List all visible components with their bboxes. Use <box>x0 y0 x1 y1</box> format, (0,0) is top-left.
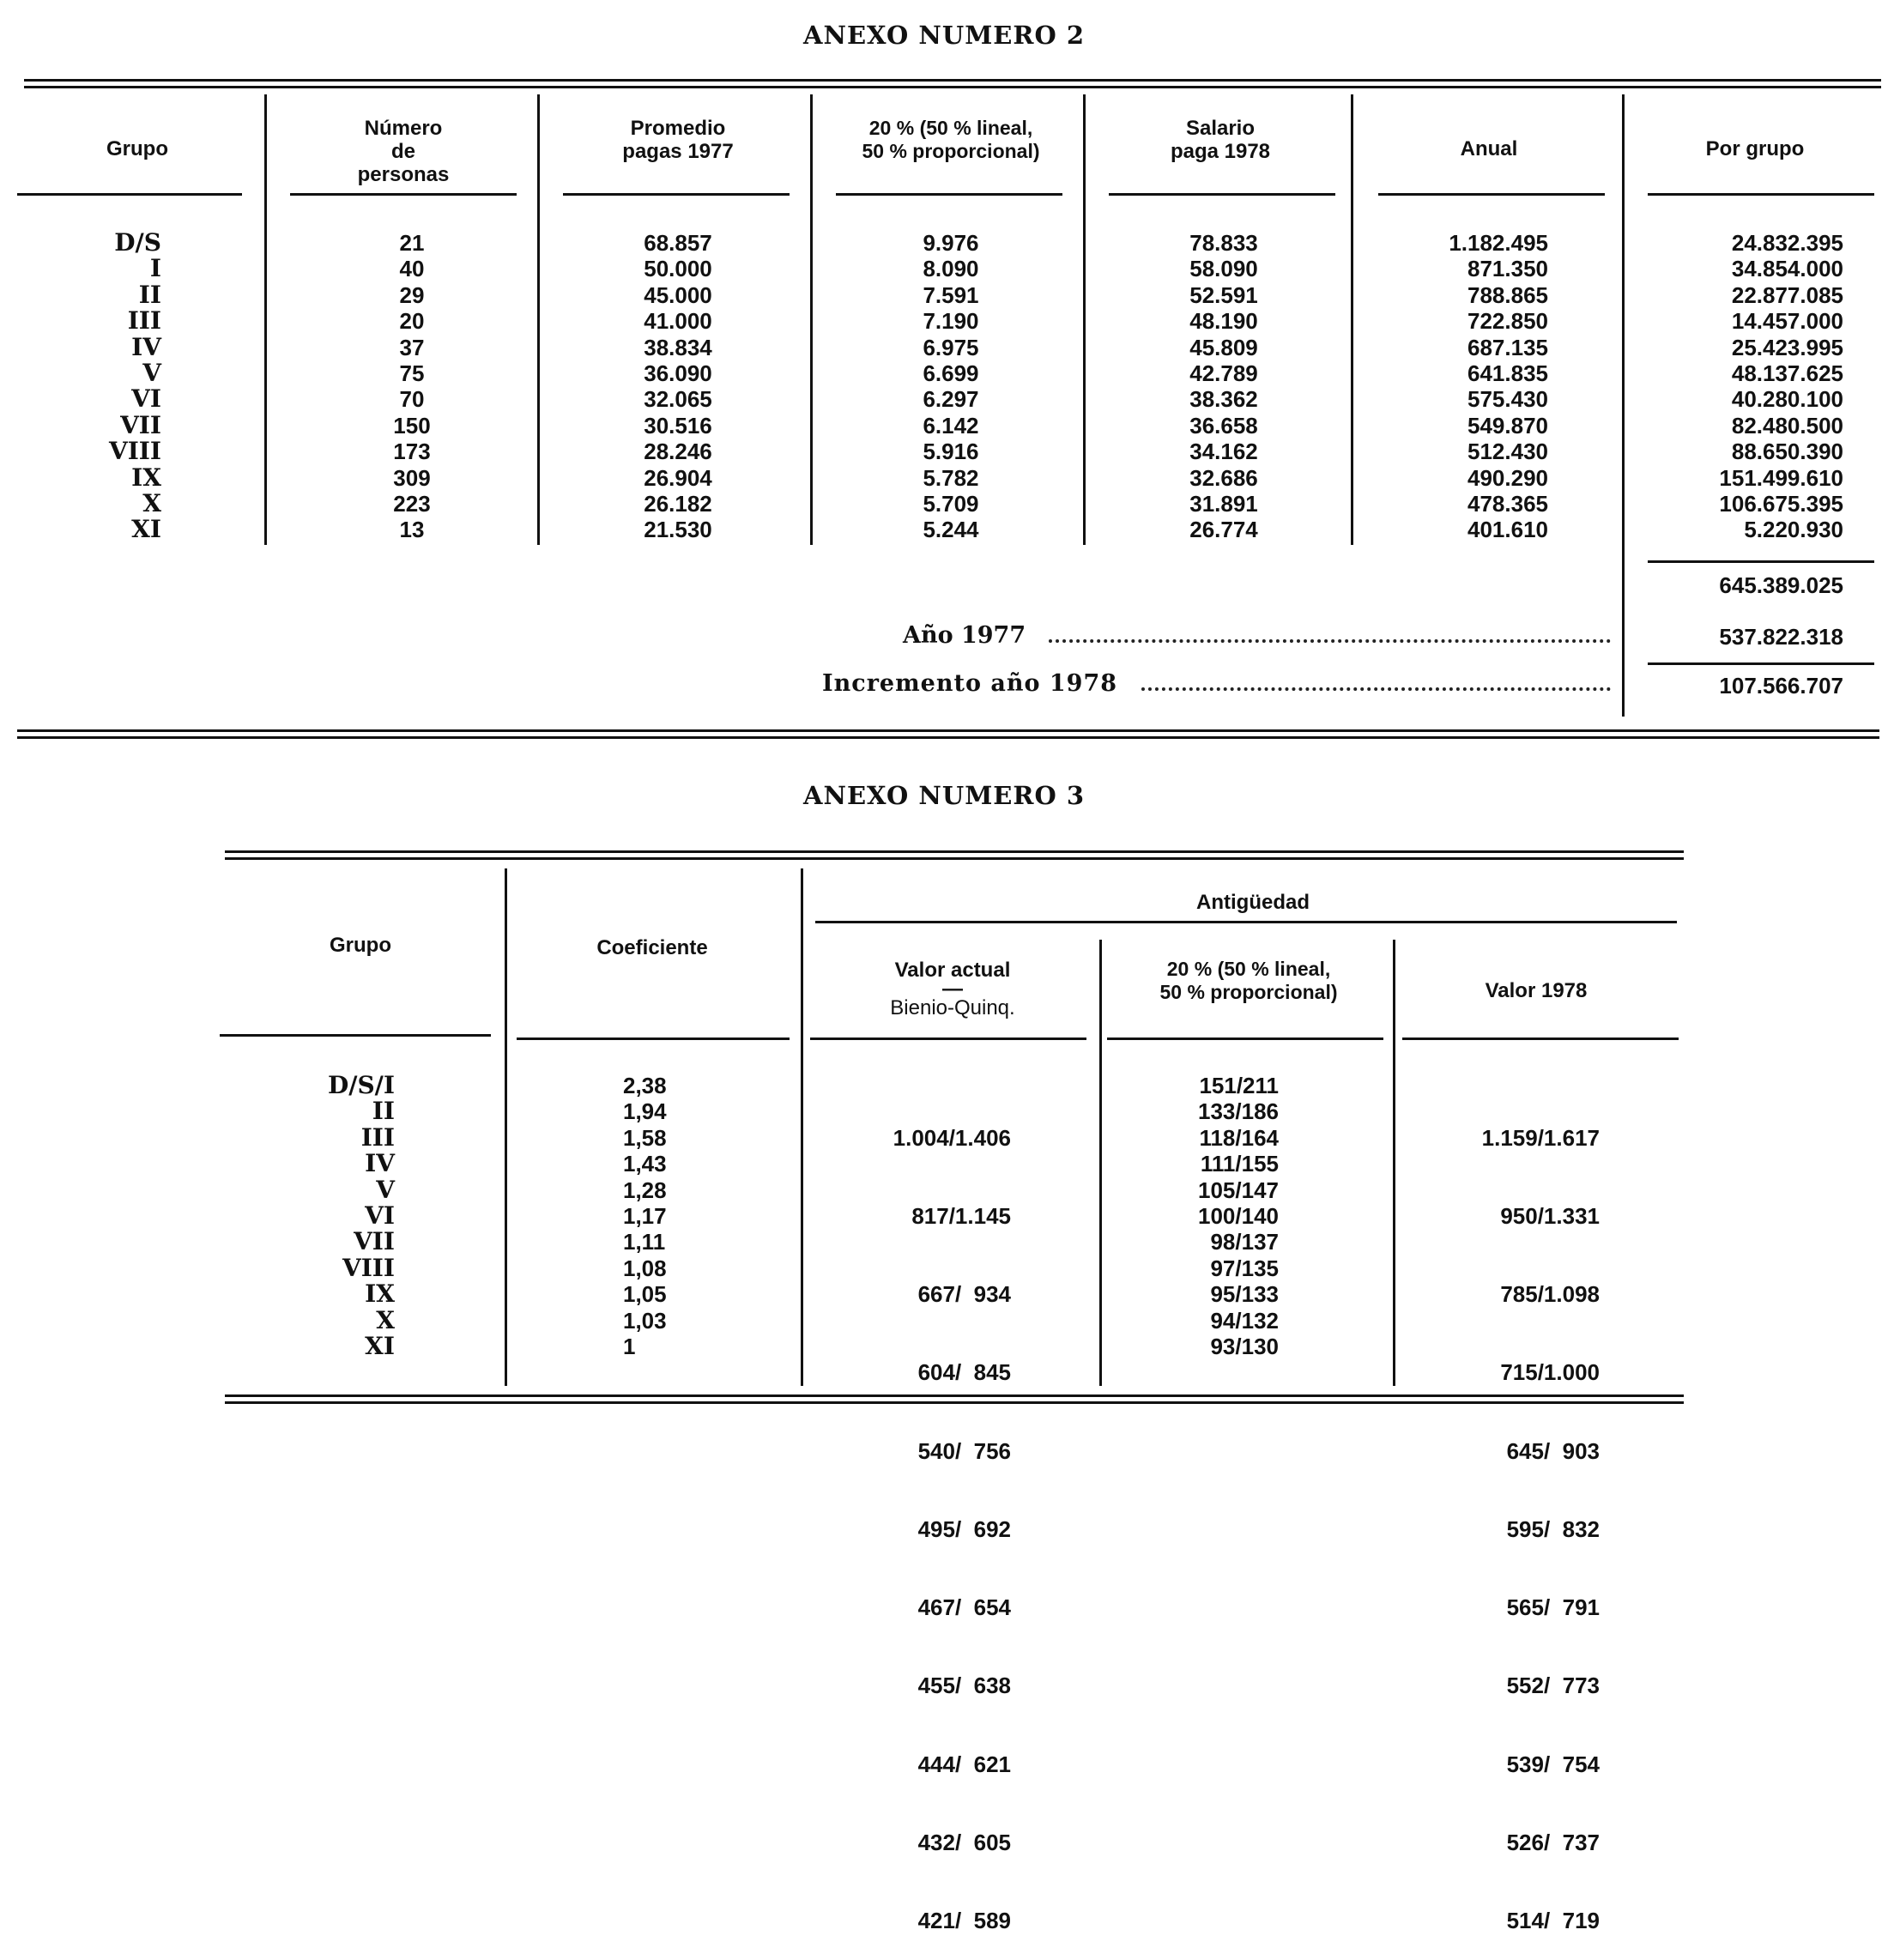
list-item: 25.423.995 <box>1731 334 1843 360</box>
list-item: I <box>149 254 161 283</box>
anexo3-header-underline <box>810 1037 1086 1040</box>
list-item: 512.430 <box>1467 439 1548 465</box>
antiguedad-underline <box>815 921 1677 923</box>
anexo3-col-pct <box>1133 1073 1279 1359</box>
list-item: 52.591 <box>1189 281 1258 308</box>
anexo2-header-anual: Anual <box>1460 137 1518 160</box>
list-item: 565/ 791 <box>1506 1594 1600 1621</box>
list-item: 1.159/1.617 <box>1481 1124 1600 1151</box>
list-item: 1,28 <box>623 1177 667 1203</box>
list-item: III <box>127 306 161 336</box>
list-item: XI <box>131 515 161 544</box>
list-item: 38.362 <box>1189 386 1258 413</box>
list-item: 38.834 <box>644 334 712 360</box>
anexo3-col-sep <box>801 868 803 1386</box>
list-item: 950/1.331 <box>1500 1203 1600 1230</box>
list-item: 118/164 <box>1199 1124 1279 1151</box>
list-item: II <box>138 280 161 309</box>
list-item: 1.004/1.406 <box>893 1124 1011 1151</box>
list-item: 93/130 <box>1210 1334 1279 1360</box>
list-item: 5.782 <box>923 464 979 491</box>
anexo3-header-valor-actual: Valor actual — Bienio-Quinq. <box>890 959 1015 1019</box>
list-item: 32.686 <box>1189 464 1258 491</box>
list-item: IX <box>131 463 161 492</box>
list-item: 30.516 <box>644 412 712 439</box>
list-item: 5.709 <box>923 491 979 517</box>
list-item: 133/186 <box>1198 1098 1279 1125</box>
list-item: 22.877.085 <box>1731 281 1843 308</box>
anexo2-header-promedio: Promedio pagas 1977 <box>622 117 734 163</box>
list-item: IX <box>365 1279 395 1309</box>
list-item: 490.290 <box>1467 464 1548 491</box>
list-item: 32.065 <box>644 386 712 413</box>
anexo2-col-salario <box>1147 230 1301 543</box>
anexo3-header-underline <box>1107 1037 1383 1040</box>
list-item: 151.499.610 <box>1719 464 1843 491</box>
list-item: 45.000 <box>644 281 712 308</box>
list-item: VI <box>131 384 161 414</box>
list-item: 1,05 <box>623 1281 667 1308</box>
anexo3-top-rule-2 <box>225 857 1684 860</box>
list-item: 526/ 737 <box>1506 1829 1600 1855</box>
list-item: 173 <box>393 439 431 465</box>
list-item: 641.835 <box>1467 360 1548 387</box>
anexo2-col-sep <box>1622 94 1625 717</box>
list-item: 444/ 621 <box>917 1751 1011 1777</box>
list-item: 715/1.000 <box>1500 1359 1600 1386</box>
ano1977-leader <box>1049 639 1611 643</box>
anexo2-header-underline <box>1378 193 1605 196</box>
anexo2-header-por-grupo: Por grupo <box>1705 137 1805 160</box>
anexo3-header-underline <box>517 1037 790 1040</box>
list-item: 514/ 719 <box>1506 1908 1600 1933</box>
list-item: 29 <box>399 281 425 308</box>
list-item: 539/ 754 <box>1506 1751 1600 1777</box>
list-item: 40 <box>399 256 425 282</box>
list-item: 2,38 <box>623 1073 667 1098</box>
list-item: 34.162 <box>1189 439 1258 465</box>
list-item: 28.246 <box>644 439 712 465</box>
list-item: 42.789 <box>1189 360 1258 387</box>
list-item: 31.891 <box>1189 491 1258 517</box>
list-item: 36.658 <box>1189 412 1258 439</box>
anexo2-col-sep <box>537 94 540 545</box>
list-item: VI <box>365 1201 395 1231</box>
list-item: 151/211 <box>1199 1073 1279 1098</box>
list-item: X <box>142 489 161 518</box>
list-item: IV <box>131 332 161 361</box>
list-item: 1,08 <box>623 1255 667 1281</box>
list-item: II <box>372 1097 395 1126</box>
anexo2-header-underline <box>1648 193 1874 196</box>
list-item: 1,17 <box>623 1203 667 1230</box>
anexo3-col-sep <box>1393 940 1395 1386</box>
list-item: 34.854.000 <box>1731 256 1843 282</box>
list-item: 604/ 845 <box>917 1359 1011 1386</box>
list-item: 37 <box>399 334 425 360</box>
list-item: III <box>360 1122 395 1152</box>
list-item: 21.530 <box>644 517 712 543</box>
anexo3-header-valor1978: Valor 1978 <box>1485 979 1588 1002</box>
list-item: 100/140 <box>1198 1203 1279 1230</box>
list-item: 58.090 <box>1189 256 1258 282</box>
list-item: 106.675.395 <box>1719 491 1843 517</box>
list-item: 75 <box>399 360 425 387</box>
anexo3-bottom-rule <box>225 1394 1684 1397</box>
anexo2-top-rule <box>24 79 1881 82</box>
list-item: 1,43 <box>623 1151 667 1177</box>
list-item: 595/ 832 <box>1506 1515 1600 1542</box>
list-item: 94/132 <box>1210 1307 1279 1334</box>
list-item: 5.244 <box>923 517 979 543</box>
anexo3-bottom-rule-2 <box>225 1401 1684 1404</box>
list-item: 68.857 <box>644 230 712 256</box>
list-item: 14.457.000 <box>1731 308 1843 335</box>
list-item: 495/ 692 <box>917 1515 1011 1542</box>
anexo3-header-coeficiente: Coeficiente <box>596 936 708 959</box>
list-item: 95/133 <box>1210 1281 1279 1308</box>
list-item: 575.430 <box>1467 386 1548 413</box>
list-item: 8.090 <box>923 256 979 282</box>
list-item: 1,03 <box>623 1307 667 1334</box>
list-item: 21 <box>399 230 425 256</box>
list-item: VII <box>354 1227 395 1256</box>
list-item: 223 <box>393 491 431 517</box>
list-item: 549.870 <box>1467 412 1548 439</box>
list-item: 421/ 589 <box>917 1908 1011 1933</box>
anexo3-header-grupo: Grupo <box>330 934 391 957</box>
anexo2-col-numero <box>343 230 481 543</box>
list-item: 667/ 934 <box>917 1281 1011 1308</box>
list-item: 1,11 <box>623 1229 666 1255</box>
total-value: 645.389.025 <box>1719 572 1843 598</box>
list-item: 111/155 <box>1200 1151 1279 1177</box>
anexo2-bottom-rule <box>17 729 1879 732</box>
anexo2-header-underline <box>1109 193 1335 196</box>
list-item: 97/135 <box>1210 1255 1279 1281</box>
ano1977-label: Año 1977 <box>903 622 1026 649</box>
anexo2-top-rule-2 <box>24 86 1881 88</box>
anexo3-col-sep <box>505 868 507 1386</box>
anexo3-header-pct: 20 % (50 % lineal, 50 % proporcional) <box>1159 958 1338 1003</box>
incremento-leader <box>1141 687 1611 691</box>
list-item: 41.000 <box>644 308 712 335</box>
anexo3-header-underline <box>220 1034 491 1037</box>
anexo2-col-sep <box>810 94 813 545</box>
list-item: 5.220.930 <box>1744 517 1843 543</box>
anexo3-col-coeficiente <box>623 1073 726 1359</box>
anexo2-header-numero: Número de personas <box>357 117 450 186</box>
list-item: 78.833 <box>1189 230 1258 256</box>
anexo2-col-sep <box>264 94 267 545</box>
list-item: V <box>142 359 161 388</box>
list-item: 48.137.625 <box>1731 360 1843 387</box>
list-item: 45.809 <box>1189 334 1258 360</box>
anexo2-header-underline <box>836 193 1062 196</box>
list-item: 7.190 <box>923 308 979 335</box>
list-item: 6.142 <box>923 412 979 439</box>
list-item: 6.975 <box>923 334 979 360</box>
list-item: 150 <box>393 412 431 439</box>
list-item: 1,58 <box>623 1124 667 1151</box>
anexo2-header-underline <box>17 193 242 196</box>
list-item: XI <box>365 1332 395 1361</box>
incremento-rule <box>1648 662 1874 665</box>
list-item: 48.190 <box>1189 308 1258 335</box>
list-item: 687.135 <box>1467 334 1548 360</box>
total-underline <box>1648 560 1874 563</box>
anexo2-col-sep <box>1083 94 1086 545</box>
list-item: V <box>376 1175 395 1204</box>
list-item: 309 <box>393 464 431 491</box>
anexo3-col-valor-actual <box>832 1073 1011 1960</box>
list-item: 645/ 903 <box>1506 1437 1600 1464</box>
list-item: 478.365 <box>1467 491 1548 517</box>
list-item: 722.850 <box>1467 308 1548 335</box>
anexo2-bottom-rule-2 <box>17 736 1879 739</box>
list-item: IV <box>365 1149 395 1178</box>
list-item: 88.650.390 <box>1731 439 1843 465</box>
anexo2-col-sep <box>1351 94 1353 545</box>
anexo3-top-rule <box>225 850 1684 853</box>
list-item: 540/ 756 <box>917 1437 1011 1464</box>
list-item: D/S <box>114 228 161 257</box>
list-item: VIII <box>342 1253 395 1282</box>
list-item: 817/1.145 <box>911 1203 1011 1230</box>
anexo2-header-grupo: Grupo <box>106 137 168 160</box>
list-item: D/S/I <box>327 1071 395 1099</box>
anexo3-col-valor1978 <box>1416 1073 1600 1960</box>
list-item: 401.610 <box>1467 517 1548 543</box>
list-item: 7.591 <box>923 281 979 308</box>
list-item: 1,94 <box>623 1098 667 1125</box>
anexo3-col-grupo <box>223 1073 395 1359</box>
list-item: 1.182.495 <box>1449 230 1548 256</box>
list-item: 24.832.395 <box>1731 230 1843 256</box>
list-item: 105/147 <box>1198 1177 1279 1203</box>
list-item: 6.699 <box>923 360 979 387</box>
anexo2-col-pct <box>874 230 1028 543</box>
list-item: 40.280.100 <box>1731 386 1843 413</box>
list-item: 9.976 <box>923 230 979 256</box>
list-item: 455/ 638 <box>917 1673 1011 1699</box>
list-item: 552/ 773 <box>1506 1673 1600 1699</box>
anexo2-header-pct: 20 % (50 % lineal, 50 % proporcional) <box>862 117 1040 162</box>
list-item: 36.090 <box>644 360 712 387</box>
list-item: VII <box>120 410 161 439</box>
anexo2-header-underline <box>563 193 790 196</box>
list-item: 98/137 <box>1210 1229 1279 1255</box>
anexo3-title: ANEXO NUMERO 3 <box>802 781 1086 810</box>
list-item: X <box>376 1305 395 1334</box>
anexo3-header-underline <box>1402 1037 1679 1040</box>
anexo2-col-promedio <box>601 230 755 543</box>
list-item: 5.916 <box>923 439 979 465</box>
anexo3-col-sep <box>1099 940 1102 1386</box>
list-item: 26.774 <box>1189 517 1258 543</box>
anexo2-header-underline <box>290 193 517 196</box>
anexo3-header-antiguedad: Antigüedad <box>1196 891 1310 914</box>
incremento-label: Incremento año 1978 <box>822 670 1118 697</box>
incremento-value: 107.566.707 <box>1719 673 1843 699</box>
ano1977-value: 537.822.318 <box>1719 624 1843 650</box>
list-item: 20 <box>399 308 425 335</box>
list-item: VIII <box>108 437 161 466</box>
list-item: 785/1.098 <box>1500 1281 1600 1308</box>
anexo2-col-por-grupo <box>1648 230 1843 543</box>
anexo2-col-anual <box>1373 230 1548 543</box>
list-item: 26.904 <box>644 464 712 491</box>
anexo2-header-salario: Salario paga 1978 <box>1170 117 1271 163</box>
list-item: 13 <box>399 517 425 543</box>
list-item: 432/ 605 <box>917 1829 1011 1855</box>
list-item: 70 <box>399 386 425 413</box>
list-item: 1 <box>623 1334 636 1360</box>
anexo2-title: ANEXO NUMERO 2 <box>802 21 1086 50</box>
list-item: 50.000 <box>644 256 712 282</box>
list-item: 467/ 654 <box>917 1594 1011 1621</box>
list-item: 6.297 <box>923 386 979 413</box>
list-item: 82.480.500 <box>1731 412 1843 439</box>
list-item: 26.182 <box>644 491 712 517</box>
list-item: 788.865 <box>1467 281 1548 308</box>
list-item: 871.350 <box>1467 256 1548 282</box>
